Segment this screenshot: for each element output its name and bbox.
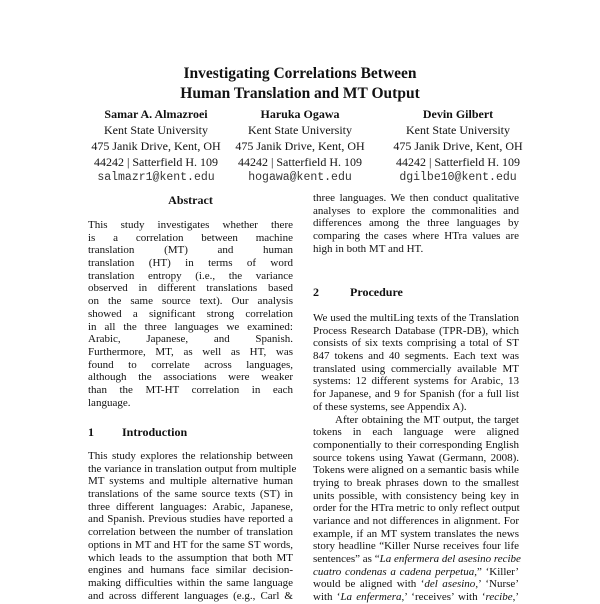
title-line: Investigating Correlations Between (183, 65, 417, 82)
italic-text: La enfermera del asesino recibe (379, 553, 521, 566)
text-line (88, 462, 297, 476)
text-segment: units possible, with consistency being key in (313, 489, 519, 502)
text-line (313, 515, 519, 528)
text-segment: correlation between the number of translation (88, 526, 293, 539)
introduction-body (88, 450, 297, 602)
author-block (368, 106, 548, 186)
text-line (88, 526, 293, 539)
text-line (313, 591, 519, 604)
section-heading-introduction: Introduction (122, 425, 188, 439)
text-line (88, 282, 293, 295)
abstract-body (88, 219, 293, 409)
text-line (313, 502, 519, 515)
text-line (88, 232, 293, 245)
section-number: 1 (88, 425, 94, 439)
text-line (88, 308, 293, 321)
text-line (88, 333, 293, 346)
text-segment: comparing the cases where HTra values are (313, 230, 519, 243)
text-line (313, 375, 519, 388)
italic-text: del asesino (424, 578, 476, 591)
section-number: 2 (313, 285, 319, 299)
text-segment: options in MT and HT for the same ST words, (88, 538, 293, 551)
text-segment: high in both MT and HT. (313, 242, 424, 255)
text-line (88, 539, 293, 552)
text-segment: sentences” as “ (313, 553, 380, 566)
text-line (88, 590, 293, 603)
text-line (88, 384, 293, 397)
text-line (88, 295, 293, 308)
author-affiliation: Kent State University (104, 123, 208, 137)
text-segment: source tokens using Yawat (Germann, 2008). (313, 451, 519, 464)
text-line (88, 371, 293, 384)
author-name: Haruka Ogawa (260, 107, 340, 121)
text-line (313, 337, 519, 350)
text-segment: translation entropy (i.e., the variance (88, 269, 293, 282)
text-line (313, 192, 519, 205)
text-segment: three languages. We then conduct qualitative (313, 192, 519, 204)
text-segment: translation (HT) in terms of word (88, 257, 293, 270)
text-line (313, 439, 519, 452)
text-segment: Arabic, Japanese, and Spanish. (88, 333, 293, 346)
title-line: Human Translation and MT Output (180, 85, 420, 102)
text-segment: observed in different translations based (88, 282, 293, 295)
text-line (88, 552, 293, 565)
text-segment: although the associations were weaker (88, 371, 293, 384)
text-segment: the variance in translation output from multiple (88, 462, 297, 475)
text-line (88, 513, 293, 526)
text-segment: analyses to explore the commonalities and (313, 204, 519, 217)
text-line (313, 426, 519, 439)
author-affiliation: Kent State University (406, 123, 510, 137)
author-name: Devin Gilbert (422, 107, 494, 121)
text-line (88, 577, 293, 590)
author-address: 44242 | Satterfield H. 109 (237, 155, 363, 169)
author-email[interactable]: hogawa@kent.edu (248, 171, 352, 184)
author-affiliation: Kent State University (248, 123, 352, 137)
text-segment: of these systems, see Appendix A). (313, 400, 467, 413)
italic-text: recibe (485, 591, 513, 604)
author-block (210, 106, 390, 186)
text-segment: order for the HTra metric to only reflect output (313, 502, 520, 515)
text-segment: showed a significant strong correlation (88, 307, 293, 320)
text-segment: translations of the same source texts (ST) in (88, 488, 293, 501)
text-segment: and Spanish. Previous studies have reported a (88, 513, 293, 526)
text-line (313, 414, 519, 427)
text-line (313, 540, 519, 553)
text-segment: story headline “Killer Nurse receives four life (313, 540, 519, 553)
text-segment: would be aligned with ‘ (313, 578, 425, 591)
text-line (313, 490, 519, 503)
paper-title (0, 64, 600, 104)
text-segment: differences among the three languages by (313, 217, 519, 230)
text-segment: than the MT-HT correlation in each (88, 383, 293, 396)
text-segment: three different languages: Arabic, Japanese, (88, 500, 293, 513)
text-segment: making difficulties within the same language (88, 576, 293, 589)
text-line (313, 452, 519, 465)
text-line (313, 578, 519, 591)
abstract-heading: Abstract (168, 193, 213, 207)
text-line (88, 397, 293, 410)
author-address: 475 Janik Drive, Kent, OH (235, 139, 365, 153)
text-line (313, 464, 519, 477)
text-line (88, 501, 293, 514)
author-address: 475 Janik Drive, Kent, OH (393, 139, 523, 153)
text-segment: MT systems and multiple alternative human (88, 475, 293, 488)
text-segment: with ‘ (313, 591, 341, 604)
text-line (313, 477, 519, 490)
text-line (88, 359, 293, 372)
text-line (88, 270, 293, 283)
text-segment: tokens in each language were aligned (313, 426, 519, 439)
text-segment: which leads to the assumption that both MT (88, 551, 293, 564)
text-segment: ,’ ‘receives’ with ‘ (401, 591, 486, 604)
text-segment: Tokens were aligned on a semantic basis while (313, 464, 520, 477)
text-segment: translation (MT) and human (88, 244, 293, 257)
text-line (313, 325, 519, 338)
text-segment: This study investigates whether there (88, 219, 293, 231)
text-segment: example, if an MT system translates the news (313, 527, 519, 540)
author-name: Samar A. Almazroei (104, 107, 208, 121)
section-heading-procedure: Procedure (350, 285, 403, 299)
text-segment: trying to break phrases down to the smallest (313, 476, 519, 489)
author-address: 44242 | Satterfield H. 109 (395, 155, 521, 169)
text-segment: is a correlation between machine (88, 231, 293, 244)
italic-text: cuatro condenas a cadena perpetua (313, 565, 475, 578)
text-segment: Furthermore, MT, as well as HT, was (88, 345, 293, 358)
text-segment: variance and not differences in alignment. For (313, 515, 519, 527)
text-segment: 847 tokens and 40 segments. Each text was (313, 350, 519, 363)
text-line (88, 488, 293, 501)
text-line (313, 312, 519, 325)
text-line (313, 528, 519, 541)
text-line (313, 388, 519, 401)
text-line (88, 257, 293, 270)
text-line (313, 363, 519, 376)
text-segment: consists of six texts comprising a total of ST (313, 337, 519, 350)
text-line (313, 243, 519, 256)
author-address: 475 Janik Drive, Kent, OH (91, 139, 221, 153)
text-line (313, 217, 519, 230)
text-segment: and across different languages (e.g., Carl & (88, 589, 293, 602)
text-segment: in all the three languages we examined: (88, 320, 293, 333)
text-line (313, 553, 519, 566)
text-segment: We used the multiLing texts of the Translation (313, 312, 519, 324)
text-line (88, 321, 293, 334)
text-segment: on the same source text). Our analysis (88, 295, 293, 308)
text-segment: ,’ (512, 591, 519, 604)
text-segment: After obtaining the MT output, the target (335, 413, 519, 426)
text-segment: This study explores the relationship between (88, 450, 293, 462)
author-email[interactable]: salmazr1@kent.edu (97, 171, 215, 184)
text-segment: Process Research Database (TPR-DB), which (313, 324, 519, 337)
text-segment: systems: 12 different systems for Arabic, 13 (313, 375, 519, 388)
text-segment: componentially to their corresponding English (313, 438, 519, 451)
text-line (313, 205, 519, 218)
author-email[interactable]: dgilbe10@kent.edu (399, 171, 517, 184)
text-line (313, 350, 519, 363)
text-segment: translated using commercially available MT (313, 362, 519, 375)
text-line (313, 566, 519, 579)
text-line (313, 401, 519, 414)
text-line (88, 564, 293, 577)
author-address: 44242 | Satterfield H. 109 (93, 155, 219, 169)
text-segment: language. (88, 396, 131, 409)
procedure-body (313, 312, 519, 604)
text-line (88, 219, 293, 232)
introduction-continued (313, 192, 519, 255)
text-line (88, 346, 293, 359)
italic-text: La enfermera (340, 591, 402, 604)
text-segment: for Japanese, and 9 for Spanish (for a full list (313, 388, 519, 401)
text-line (88, 450, 293, 463)
text-segment: engines and humans face similar decision- (88, 564, 293, 577)
text-line (88, 244, 293, 257)
text-line (313, 230, 519, 243)
text-segment: ,’ ‘Nurse’ (475, 578, 519, 591)
text-segment: found to correlate across languages, (88, 358, 293, 371)
text-line (88, 475, 293, 488)
text-segment: ,” ‘Killer’ (474, 565, 519, 578)
